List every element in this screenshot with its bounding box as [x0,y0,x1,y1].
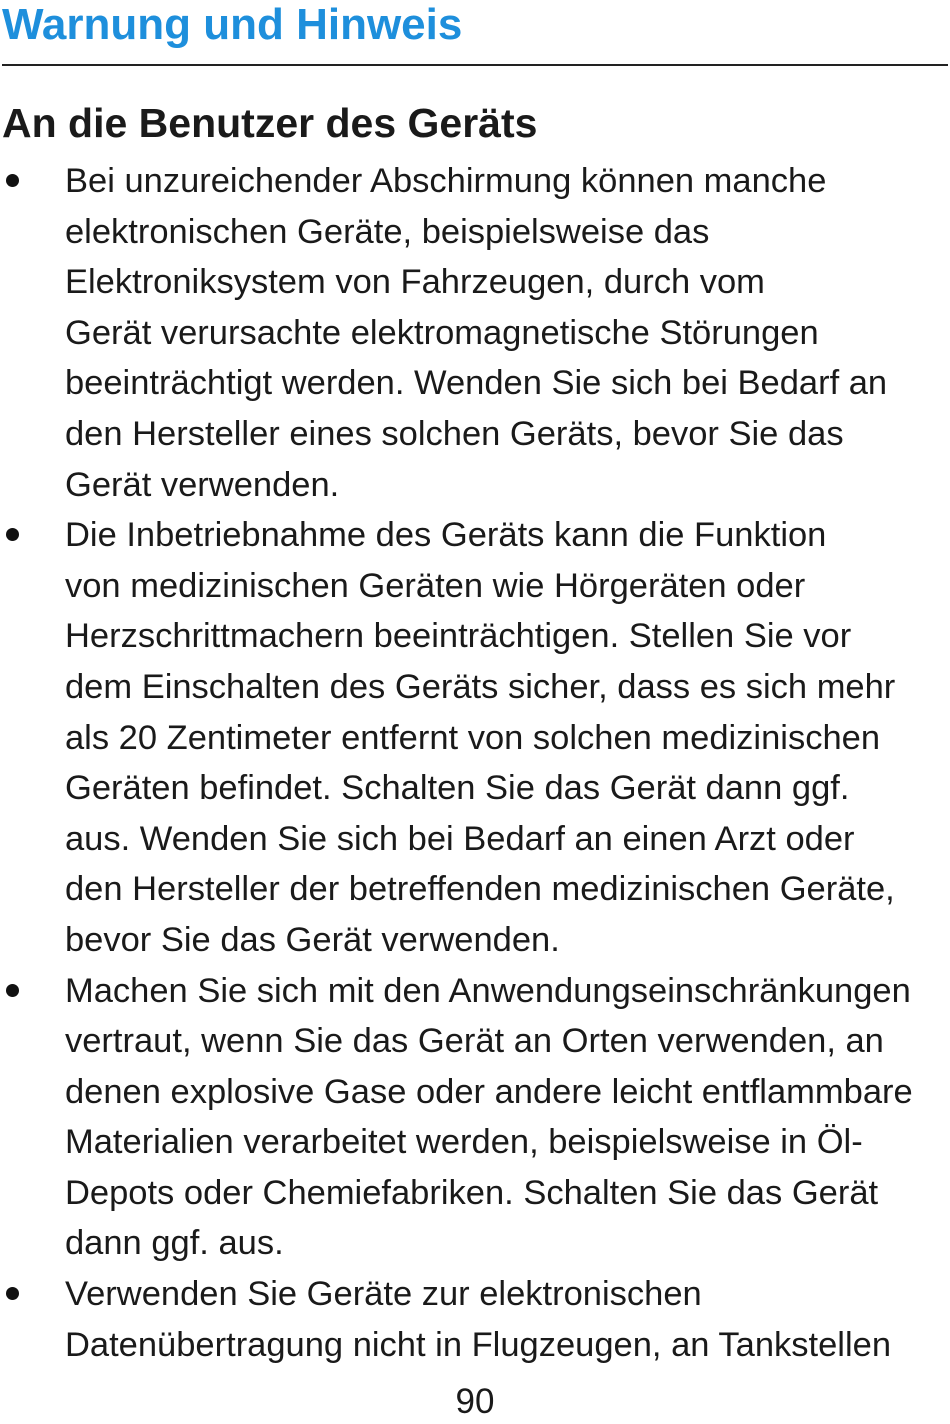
bullet-text [65,1269,950,1370]
bullet-line: elektronischen Geräte, beispielsweise das [65,212,710,251]
bullet-line: denen explosive Gase oder andere leicht entflammbare [65,1072,913,1111]
bullet-line: den Hersteller der betreffenden medizinischen Geräte, [65,870,895,909]
bullet-line: Gerät verwenden. [65,465,340,504]
bullet-dot-icon [6,1287,19,1300]
bullet-dot-icon [6,528,19,541]
bullet-line: Die Inbetriebnahme des Geräts kann die Funktion [65,516,827,555]
chapter-title: Warnung und Hinweis [2,0,463,49]
bullet-line: Herzschrittmachern beeinträchtigen. Stellen Sie vor [65,617,852,656]
bullet-line: aus. Wenden Sie sich bei Bedarf an einen Arzt oder [65,819,855,858]
bullet-text [65,156,950,510]
warning-list [0,156,950,1370]
bullet-line: Verwenden Sie Geräte zur elektronischen [65,1275,702,1314]
bullet-line: Materialien verarbeitet werden, beispielsweise in Öl- [65,1123,863,1162]
bullet-dot-icon [6,984,19,997]
bullet-line: bevor Sie das Gerät verwenden. [65,920,560,959]
bullet-line: Bei unzureichender Abschirmung können manche [65,162,827,200]
list-item [0,966,950,1270]
title-divider [2,64,948,66]
bullet-line: Depots oder Chemiefabriken. Schalten Sie das Gerät [65,1173,879,1212]
bullet-line: Elektroniksystem von Fahrzeugen, durch vom [65,263,765,302]
bullet-text [65,510,950,965]
bullet-line: Datenübertragung nicht in Flugzeugen, an Tankstellen [65,1325,892,1364]
bullet-line: den Hersteller eines solchen Geräts, bevor Sie das [65,414,844,453]
bullet-text [65,966,950,1270]
page-number: 90 [455,1382,495,1421]
list-item [0,156,950,510]
bullet-line: dem Einschalten des Geräts sicher, dass es sich mehr [65,667,896,706]
bullet-line: dann ggf. aus. [65,1224,284,1263]
list-item [0,1269,950,1370]
bullet-line: als 20 Zentimeter entfernt von solchen medizinischen [65,718,881,757]
bullet-dot-icon [6,174,19,187]
bullet-line: beeinträchtigt werden. Wenden Sie sich bei Bedarf an [65,364,888,403]
bullet-line: von medizinischen Geräten wie Hörgeräten oder [65,566,806,605]
bullet-line: Gerät verursachte elektromagnetische Störungen [65,313,819,352]
list-item [0,510,950,965]
bullet-line: vertraut, wenn Sie das Gerät an Orten verwenden, an [65,1022,884,1061]
section-heading: An die Benutzer des Geräts [2,100,538,146]
bullet-line: Machen Sie sich mit den Anwendungseinschränkungen [65,971,911,1010]
bullet-line: Geräten befindet. Schalten Sie das Gerät dann ggf. [65,769,850,808]
